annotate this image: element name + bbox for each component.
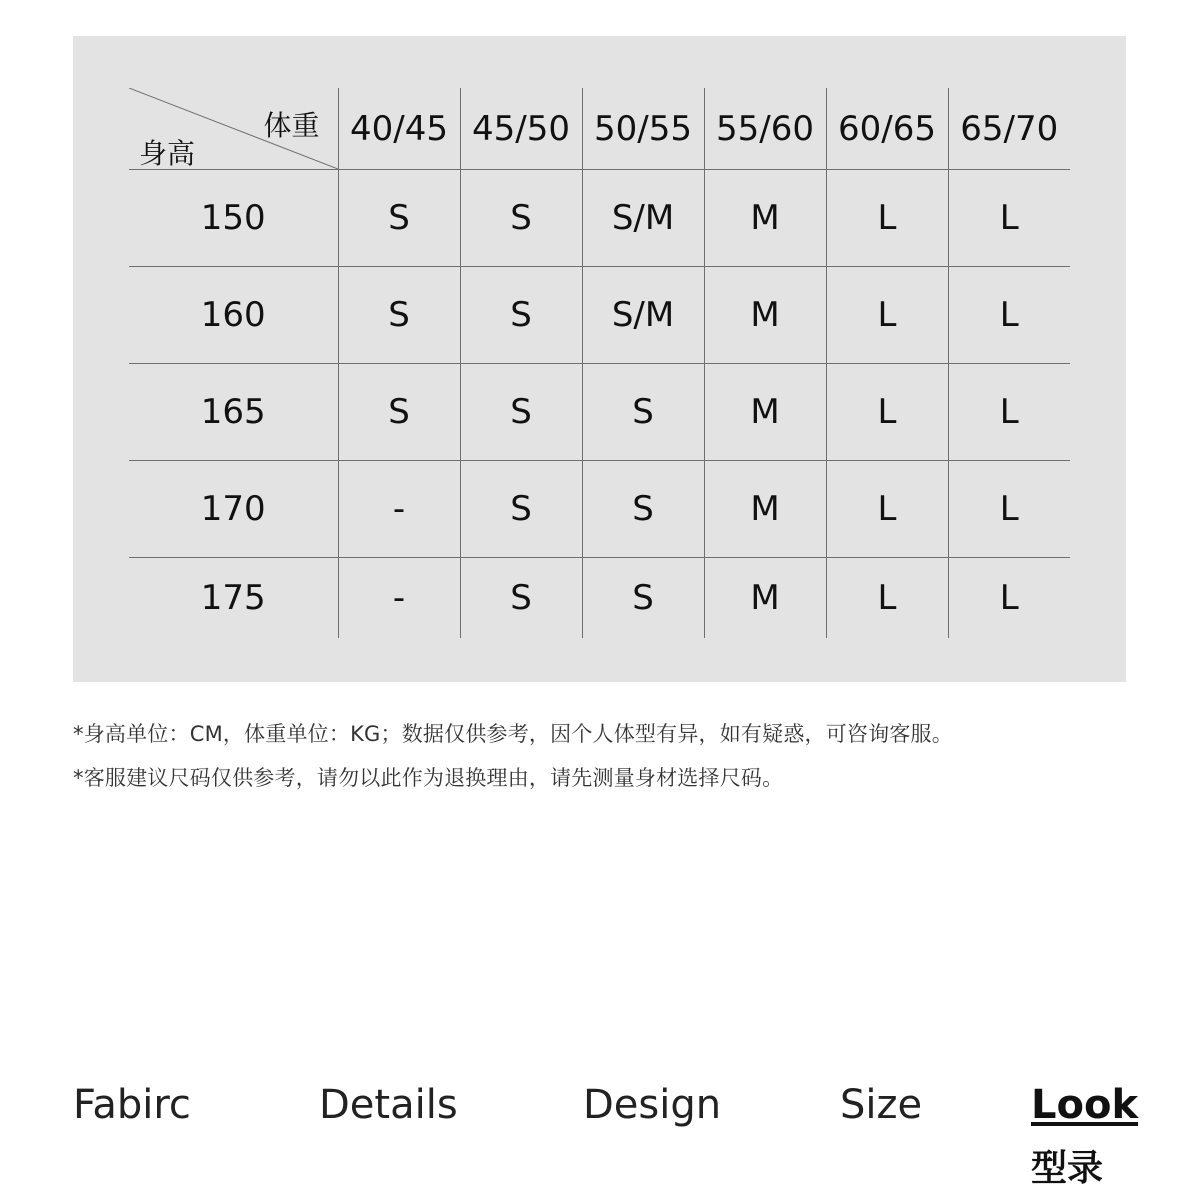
height-row-header: 170 xyxy=(129,461,338,558)
size-cell: L xyxy=(948,267,1070,364)
table-header-row xyxy=(129,88,1070,170)
weight-column-header: 65/70 xyxy=(948,88,1070,170)
height-row-header: 165 xyxy=(129,364,338,461)
table-corner-cell xyxy=(129,88,338,170)
size-cell: L xyxy=(826,267,948,364)
size-cell: S xyxy=(460,364,582,461)
table-row xyxy=(129,170,1070,267)
height-row-header: 160 xyxy=(129,267,338,364)
size-cell: S/M xyxy=(582,170,704,267)
size-cell: S xyxy=(460,170,582,267)
size-cell: S xyxy=(460,558,582,639)
size-cell: - xyxy=(338,461,460,558)
weight-axis-label: 体重 xyxy=(263,109,320,142)
height-row-header: 150 xyxy=(129,170,338,267)
weight-column-header: 55/60 xyxy=(704,88,826,170)
size-cell: S xyxy=(460,267,582,364)
size-cell: L xyxy=(948,364,1070,461)
weight-column-header: 40/45 xyxy=(338,88,460,170)
size-cell: L xyxy=(948,558,1070,639)
weight-column-header: 50/55 xyxy=(582,88,704,170)
nav-item-look[interactable]: Look xyxy=(1031,1082,1139,1128)
size-cell: M xyxy=(704,364,826,461)
height-row-header: 175 xyxy=(200,578,266,618)
table-row xyxy=(129,461,1070,558)
size-cell: L xyxy=(826,461,948,558)
table-row xyxy=(129,364,1070,461)
size-cell: L xyxy=(948,461,1070,558)
height-axis-label: 身高 xyxy=(139,137,196,170)
size-cell: M xyxy=(704,461,826,558)
weight-column-header: 60/65 xyxy=(826,88,948,170)
size-cell: S xyxy=(582,364,704,461)
nav-item-details[interactable]: Details xyxy=(319,1082,458,1128)
nav-item-size[interactable]: Size xyxy=(840,1082,923,1128)
size-note: *身高单位：CM，体重单位：KG；数据仅供参考，因个人体型有异，如有疑惑，可咨询客服。 xyxy=(73,722,953,746)
size-chart-panel xyxy=(73,36,1126,682)
size-cell: L xyxy=(948,170,1070,267)
weight-column-header: 45/50 xyxy=(460,88,582,170)
size-cell: - xyxy=(338,558,460,639)
table-row xyxy=(129,267,1070,364)
size-cell: S xyxy=(460,461,582,558)
nav-item-fabric[interactable]: Fabirc xyxy=(73,1082,191,1128)
size-cell: S xyxy=(582,558,704,639)
nav-item-look-subtitle: 型录 xyxy=(1031,1148,1104,1189)
size-cell: S xyxy=(338,364,460,461)
size-cell: M xyxy=(704,267,826,364)
exchange-note: *客服建议尺码仅供参考，请勿以此作为退换理由，请先测量身材选择尺码。 xyxy=(73,766,784,790)
size-cell: S xyxy=(338,170,460,267)
size-table xyxy=(129,88,1070,638)
size-cell: M xyxy=(704,170,826,267)
size-cell: M xyxy=(704,558,826,639)
size-cell: L xyxy=(826,364,948,461)
section-nav xyxy=(0,1082,1200,1192)
size-cell: S xyxy=(582,461,704,558)
size-cell: L xyxy=(826,558,948,639)
size-cell: S xyxy=(338,267,460,364)
size-cell: S/M xyxy=(582,267,704,364)
size-cell: L xyxy=(826,170,948,267)
table-row xyxy=(129,558,1070,639)
nav-item-design[interactable]: Design xyxy=(583,1082,722,1128)
